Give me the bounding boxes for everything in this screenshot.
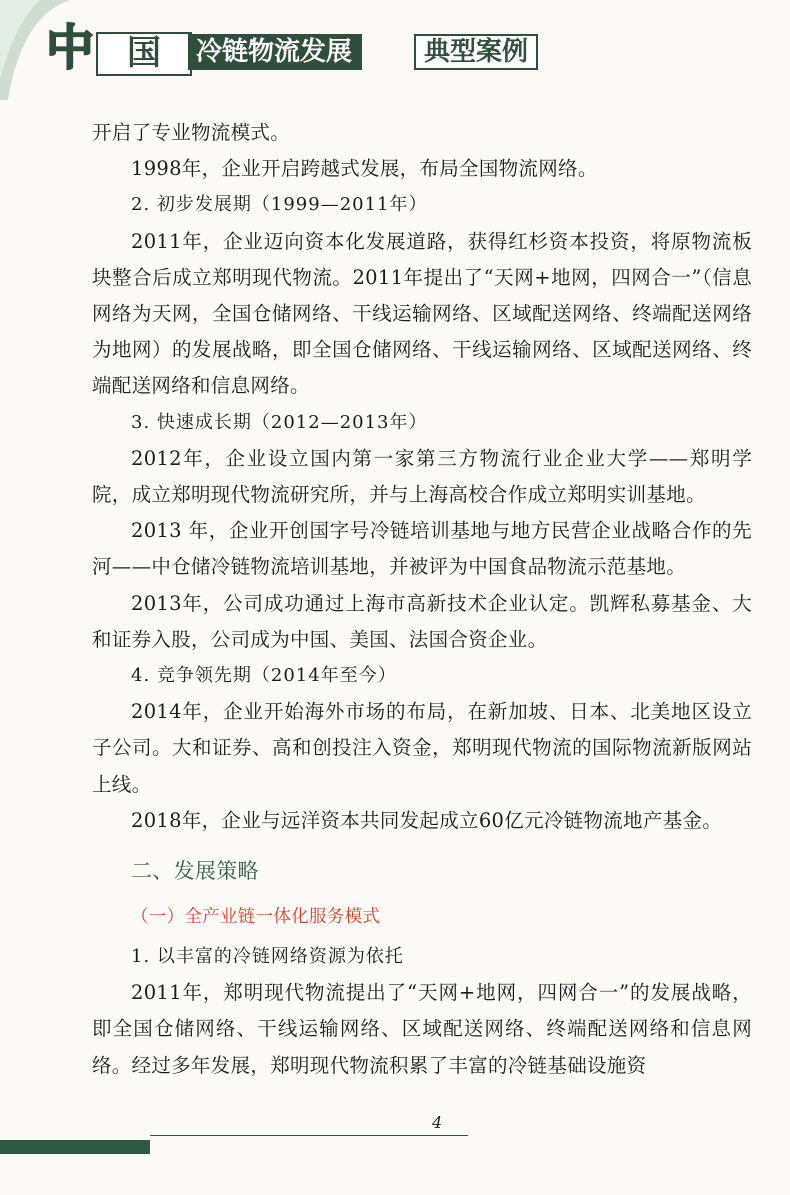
header-char-zhong: 中 — [46, 20, 95, 76]
stage-heading: 2. 初步发展期（1999—2011年） — [131, 194, 428, 216]
header-subtitle: 典型案例 — [414, 34, 538, 70]
paragraph: 2014年，企业开始海外市场的布局，在新加坡、日本、北美地区设立子公司。大和证券、高和创投注入资金，郑明现代物流的国际物流新版网站上线。 — [92, 700, 752, 796]
paragraph: 2011年，企业迈向资本化发展道路，获得红杉资本投资，将原物流板块整合后成立郑明现代物流。2011年提出了“天网+地网，四网合一”（信息网络为天网，全国仓储网络、干线运输网络、区域配送网络、终端配送网络为地网）的发展战略，即全国仓储网络、干线运输网络、区域配送网络、终端配送网络和信息网络。 — [92, 229, 752, 398]
stage-heading: 3. 快速成长期（2012—2013年） — [131, 411, 428, 433]
paragraph: 2011年，郑明现代物流提出了“天网+地网，四网合一”的发展战略，即全国仓储网络、干线运输网络、区域配送网络、终端配送网络和信息网络。经过多年发展，郑明现代物流积累了丰富的冷链基础设施资 — [92, 981, 752, 1077]
paragraph: 2013 年，企业开创国字号冷链培训基地与地方民营企业战略合作的先河——中仓储冷链物流培训基地，并被评为中国食品物流示范基地。 — [92, 519, 752, 579]
section-heading: 二、发展策略 — [131, 859, 259, 884]
footer-bar — [0, 1140, 150, 1154]
paragraph: 2018年，企业与远洋资本共同发起成立60亿元冷链物流地产基金。 — [131, 808, 723, 832]
header-title: 冷链物流发展 — [188, 34, 362, 70]
paragraph: 1998年，企业开启跨越式发展，布局全国物流网络。 — [131, 157, 598, 181]
page-body — [92, 115, 752, 1084]
footer-rule — [150, 1135, 468, 1136]
paragraph: 开启了专业物流模式。 — [92, 121, 291, 144]
page-number: 4 — [432, 1113, 443, 1132]
item-heading: 1. 以丰富的冷链网络资源为依托 — [131, 946, 404, 968]
subsection-heading: （一）全产业链一体化服务模式 — [131, 907, 381, 928]
stage-heading: 4. 竞争领先期（2014年至今） — [131, 665, 397, 687]
header-char-guo: 国 — [96, 32, 192, 76]
paragraph: 2013年，公司成功通过上海市高新技术企业认定。凯辉私募基金、大和证券入股，公司成为中国、美国、法国合资企业。 — [92, 591, 752, 651]
paragraph: 2012年，企业设立国内第一家第三方物流行业企业大学——郑明学院，成立郑明现代物流研究所，并与上海高校合作成立郑明实训基地。 — [92, 446, 752, 507]
